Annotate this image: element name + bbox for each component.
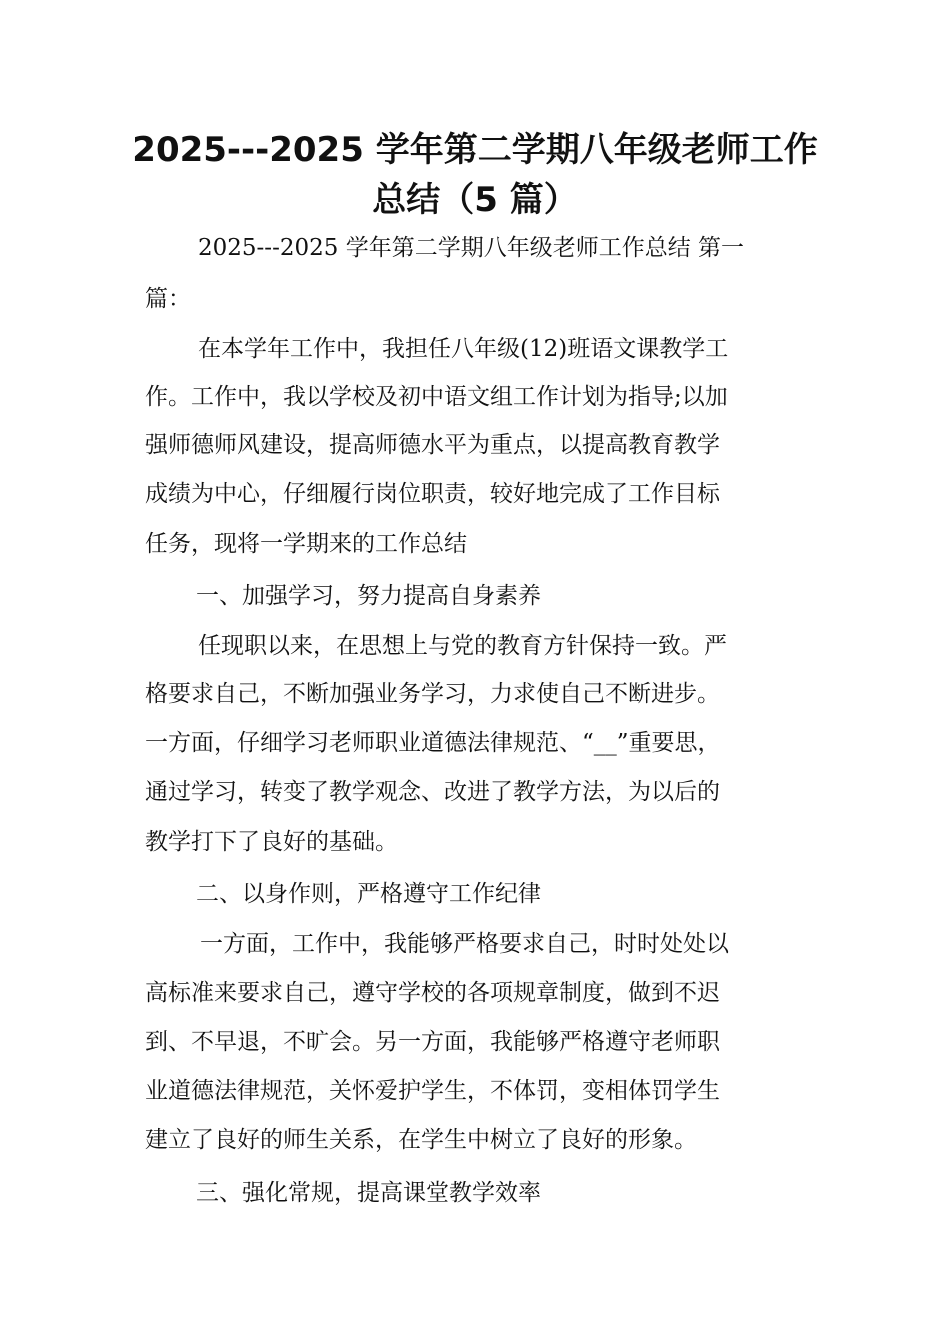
section-heading: 二、以身作则，严格遵守工作纪律	[196, 881, 541, 907]
paragraph-line: 教学打下了良好的基础。	[145, 829, 398, 855]
document-title-line-2: 总结（5 篇）	[372, 180, 578, 220]
paragraph-line: 一方面，仔细学习老师职业道德法律规范、“__”重要思，	[145, 730, 721, 756]
paragraph-line: 强师德师风建设，提高师德水平为重点，以提高教育教学	[145, 432, 720, 458]
paragraph-line: 在本学年工作中，我担任八年级(12)班语文课教学工	[198, 336, 729, 362]
paragraph-line: 格要求自己，不断加强业务学习，力求使自己不断进步。	[145, 681, 720, 707]
paragraph-line: 篇：	[145, 286, 191, 312]
paragraph-line: 任务，现将一学期来的工作总结	[145, 531, 467, 557]
paragraph-line: 通过学习，转变了教学观念、改进了教学方法，为以后的	[145, 779, 720, 805]
paragraph-line: 高标准来要求自己，遵守学校的各项规章制度，做到不迟	[145, 980, 720, 1006]
section-heading: 一、加强学习，努力提高自身素养	[196, 583, 541, 609]
paragraph-line: 到、不早退，不旷会。另一方面，我能够严格遵守老师职	[145, 1029, 720, 1055]
section-heading: 三、强化常规，提高课堂教学效率	[196, 1180, 541, 1206]
paragraph-line: 作。工作中，我以学校及初中语文组工作计划为指导;以加	[145, 384, 728, 410]
paragraph-line: 2025---2025 学年第二学期八年级老师工作总结 第一	[198, 235, 745, 261]
paragraph-line: 任现职以来，在思想上与党的教育方针保持一致。严	[198, 633, 727, 659]
paragraph-line: 一方面，工作中，我能够严格要求自己，时时处处以	[200, 931, 729, 957]
paragraph-line: 业道德法律规范，关怀爱护学生，不体罚，变相体罚学生	[145, 1078, 720, 1104]
paragraph-line: 成绩为中心，仔细履行岗位职责，较好地完成了工作目标	[145, 481, 720, 507]
document-title-line-1: 2025---2025 学年第二学期八年级老师工作	[132, 130, 818, 170]
paragraph-line: 建立了良好的师生关系，在学生中树立了良好的形象。	[145, 1127, 697, 1153]
